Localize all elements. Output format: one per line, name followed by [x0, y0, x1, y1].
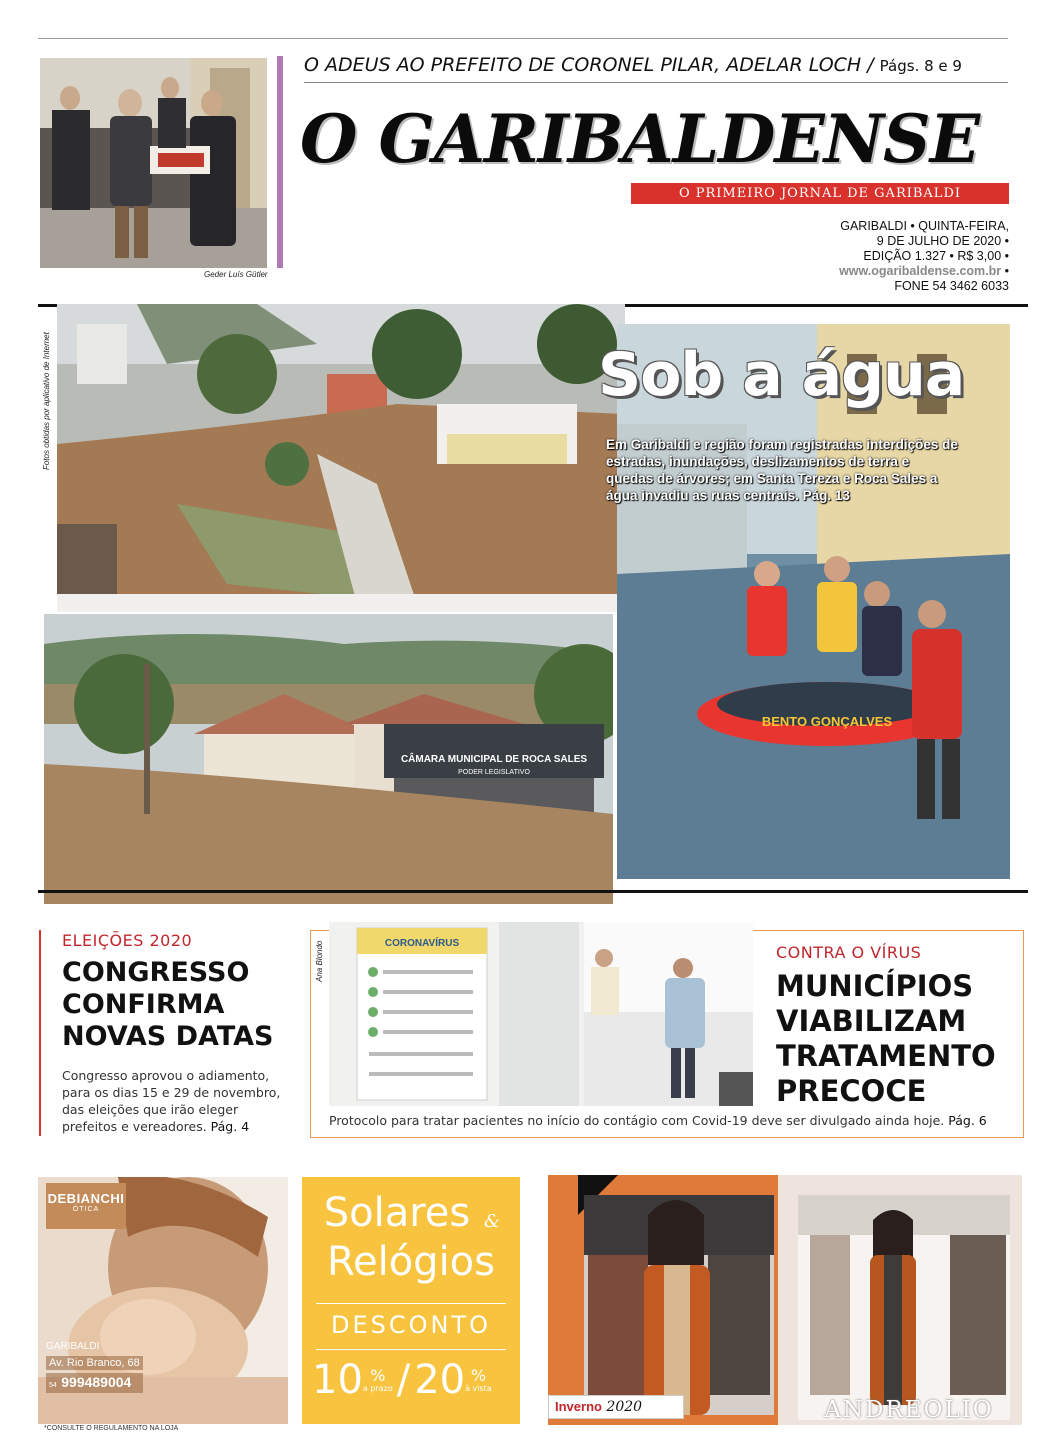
covid-kicker: CONTRA O VÍRUS — [776, 943, 922, 962]
elections-headline[interactable] — [62, 957, 302, 1053]
solares-divider — [316, 1303, 506, 1304]
solares-discounts — [312, 1357, 512, 1403]
covid-page-ref: Pág. 6 — [948, 1113, 987, 1128]
top-headline-text: O ADEUS AO PREFEITO DE CORONEL PILAR, ADELAR LOCH / — [304, 54, 874, 76]
main-story-text[interactable] — [606, 436, 958, 504]
top-headline-pages: Págs. 8 e 9 — [879, 57, 962, 75]
masthead-tagline: O PRIMEIRO JORNAL DE GARIBALDI — [631, 183, 1009, 204]
solares-line1: Solares — [323, 1190, 471, 1236]
edition-line: GARIBALDI • QUINTA-FEIRA, — [840, 219, 1009, 233]
andreolio-season: Inverno — [555, 1399, 602, 1414]
accent-bar — [277, 56, 283, 268]
debianchi-brand-sub: ÓTICA — [72, 1206, 100, 1213]
covid-headline-line: VIABILIZAM — [776, 1004, 967, 1038]
edition-info — [760, 219, 1009, 294]
covid-photo-credit: Ana Blondo — [315, 940, 324, 982]
covid-headline-line: TRATAMENTO — [776, 1039, 996, 1073]
poster-title: CORONAVÍRUS — [384, 938, 460, 949]
building-sign: CÂMARA MUNICIPAL DE ROCA SALES — [400, 754, 588, 765]
debianchi-phone-prefix: 54 — [49, 1382, 57, 1389]
debianchi-phone: 999489004 — [61, 1374, 132, 1390]
main-bottom-rule — [38, 890, 1028, 893]
roca-sales-photo — [44, 614, 613, 904]
solares-divider — [316, 1349, 506, 1350]
covid-body — [329, 1112, 1019, 1129]
elections-accent — [39, 930, 41, 1136]
flood-street-photo — [57, 304, 625, 612]
solares-line3: DESCONTO — [330, 1311, 492, 1339]
elections-headline-line: NOVAS DATAS — [62, 1021, 274, 1052]
solares-pct2-sign — [465, 1365, 492, 1394]
photo-credit: Geder Luís Gütler — [204, 270, 268, 279]
solares-pct2-sub: à vista — [465, 1383, 492, 1393]
andreolio-season-tag — [548, 1395, 684, 1419]
debianchi-footnote: *CONSULTE O REGULAMENTO NA LOJA — [44, 1425, 179, 1432]
solares-amp: & — [484, 1211, 501, 1232]
debianchi-city: GARIBALDI — [46, 1341, 100, 1352]
covid-body-text: Protocolo para tratar pacientes no início do contágio com Covid-19 deve ser divulgado ainda hoje. — [329, 1113, 945, 1128]
main-story-body: Em Garibaldi e região foram registradas interdições de estradas, inundações, deslizamentos de terra e quedas de árvores; em Santa Tereza e Roca Sales a água invadiu as ruas centrais. — [606, 437, 958, 503]
edition-line: EDIÇÃO 1.327 • R$ 3,00 • — [863, 249, 1009, 263]
boat-text: BENTO GONÇALVES — [761, 714, 893, 729]
debianchi-contact — [46, 1341, 143, 1393]
top-headline[interactable] — [304, 54, 1008, 76]
solares-line2: Relógios — [326, 1239, 495, 1285]
website-link[interactable]: www.ogaribaldense.com.br — [839, 264, 1002, 278]
solares-pct-sign: % — [470, 1365, 487, 1385]
headline-rule — [304, 82, 1008, 83]
elections-body-text: Congresso aprovou o adiamento, para os dias 15 e 29 de novembro, das eleições que irão eleger prefeitos e vereadores. — [62, 1068, 281, 1134]
covid-headline[interactable] — [776, 969, 1016, 1109]
covid-headline-line: PRECOCE — [776, 1074, 927, 1108]
debianchi-phone-row — [46, 1373, 143, 1393]
debianchi-address: Av. Rio Branco, 68 — [46, 1356, 143, 1370]
andreolio-ad[interactable] — [548, 1175, 1022, 1425]
top-rule — [38, 38, 1008, 39]
main-photo-credit: Fotos obtidas por aplicativo de Internet — [42, 332, 51, 470]
main-story-title: Sob a água — [598, 340, 965, 410]
debianchi-brand: DEBIANCHI — [47, 1191, 125, 1206]
edition-phone: FONE 54 3462 6033 — [894, 279, 1009, 293]
elections-body — [62, 1067, 294, 1135]
debianchi-ad[interactable] — [38, 1177, 288, 1424]
solares-pct-sign: % — [370, 1365, 386, 1385]
masthead-logo: O GARIBALDENSE — [300, 100, 979, 178]
solares-slash: / — [396, 1357, 411, 1403]
edition-line: 9 DE JULHO DE 2020 • — [876, 234, 1009, 248]
covid-headline-line: MUNICÍPIOS — [776, 969, 974, 1003]
elections-headline-line: CONFIRMA — [62, 989, 225, 1020]
edition-website: www.ogaribaldense.com.br • — [839, 264, 1009, 278]
elections-page-ref: Pág. 4 — [210, 1119, 250, 1134]
elections-kicker: ELEIÇÕES 2020 — [62, 931, 193, 950]
solares-pct1-sign — [362, 1365, 393, 1394]
solares-ad[interactable] — [302, 1177, 520, 1424]
funeral-photo — [40, 58, 267, 268]
debianchi-logo — [46, 1183, 126, 1229]
andreolio-year: 2020 — [606, 1399, 643, 1415]
elections-headline-line: CONGRESSO — [62, 957, 250, 988]
solares-pct1-sub: a prazo — [362, 1383, 393, 1393]
solares-pct1: 10 — [312, 1357, 363, 1403]
covid-clinic-photo — [329, 922, 753, 1106]
solares-pct2: 20 — [414, 1357, 466, 1403]
andreolio-brand: ANDREOLIO — [824, 1397, 994, 1423]
main-story-page-ref: Pág. 13 — [802, 488, 850, 503]
building-sign-sub: PODER LEGISLATIVO — [458, 769, 530, 776]
